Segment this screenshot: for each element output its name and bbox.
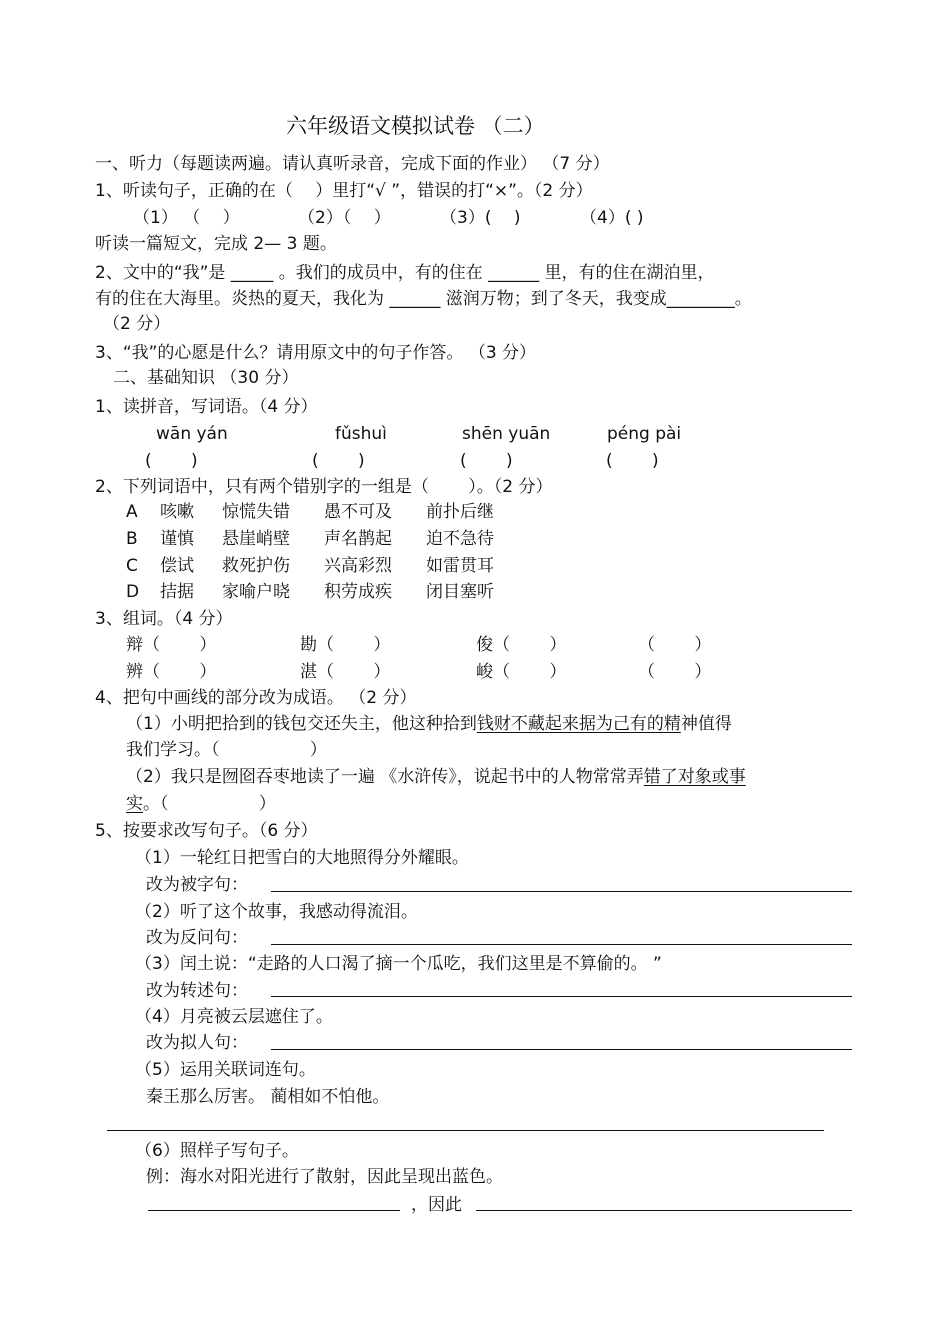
s1-q3: 3、“我”的心愿是什么？请用原文中的句子作答。 （3 分） xyxy=(95,343,537,363)
s2-q5-3-req: 改为转述句： xyxy=(146,981,248,1001)
word-blank: （ ） xyxy=(638,635,712,655)
option-word: 声名鹊起 xyxy=(324,529,392,549)
option-word: 愚不可及 xyxy=(324,502,392,522)
s2-q5-5-sentences: 秦王那么厉害。 蔺相如不怕他。 xyxy=(146,1087,390,1107)
s1-q1-opt1: （1） （ ） xyxy=(133,208,240,228)
pinyin-1: wān yán xyxy=(156,424,228,444)
s2-q5-6-connector: ，因此 xyxy=(411,1195,462,1215)
s2-q5-6-example: 例：海水对阳光进行了散射，因此呈现出蓝色。 xyxy=(146,1167,503,1187)
option-word: 兴高彩烈 xyxy=(324,556,392,576)
option-word: 闭目塞听 xyxy=(426,582,494,602)
s1-q2-line1: 2、文中的“我”是 _____ 。我们的成员中，有的住在 ______ 里，有的住在湖泊里， xyxy=(95,263,715,283)
option-letter: A xyxy=(126,502,138,522)
option-word: 前扑后继 xyxy=(426,502,494,522)
word-blank: 勘（ ） xyxy=(300,635,391,655)
pinyin-3: shēn yuān xyxy=(462,424,551,444)
s2-q4-2-line1 xyxy=(126,766,746,788)
s2-q4: 4、把句中画线的部分改为成语。 （2 分） xyxy=(95,688,417,708)
pinyin-2: fǔshuì xyxy=(335,424,387,444)
option-word: 迫不急待 xyxy=(426,529,494,549)
s1-q1-opt4: （4）( ) xyxy=(580,208,644,228)
answer-line[interactable] xyxy=(148,1210,400,1211)
s2-q5-4: （4）月亮被云层遮住了。 xyxy=(135,1007,333,1027)
s2-q2: 2、下列词语中，只有两个错别字的一组是（ ）。（2 分） xyxy=(95,477,553,497)
q4-1-underlined: 钱财不藏起来据为己有的精 xyxy=(476,714,681,734)
page-title: 六年级语文模拟试卷 （二） xyxy=(286,114,545,138)
s2-q5-5: （5）运用关联词连句。 xyxy=(135,1060,316,1080)
q4-2-underlined: 错了对象或事 xyxy=(643,767,746,787)
option-word: 谨慎 xyxy=(160,529,194,549)
option-word: 咳嗽 xyxy=(160,502,194,522)
option-letter: C xyxy=(126,556,138,576)
s2-q5-1-req: 改为被字句： xyxy=(146,875,248,895)
option-word: 惊慌失错 xyxy=(222,502,290,522)
option-word: 拮据 xyxy=(160,582,194,602)
option-word: 家喻户晓 xyxy=(222,582,290,602)
option-word: 悬崖峭壁 xyxy=(222,529,290,549)
word-blank: 湛（ ） xyxy=(300,662,391,682)
s2-q5-2-req: 改为反问句： xyxy=(146,928,248,948)
answer-line[interactable] xyxy=(271,944,852,945)
word-blank: 辨（ ） xyxy=(126,662,217,682)
option-word: 积劳成疾 xyxy=(324,582,392,602)
q4-2-underlined-end: 实 xyxy=(126,794,143,814)
s1-q1-opt3: （3）( ) xyxy=(440,208,521,228)
s1-q1: 1、听读句子，正确的在（ ）里打“√ ”，错误的打“×”。（2 分） xyxy=(95,181,593,201)
s2-q5-6: （6）照样子写句子。 xyxy=(135,1141,299,1161)
q4-1-text-b: 神值得 xyxy=(680,714,732,734)
s1-intro: 听读一篇短文，完成 2— 3 题。 xyxy=(95,234,337,254)
s2-q5-4-req: 改为拟人句： xyxy=(146,1033,248,1053)
q4-1-text-a: （1）小明把拾到的钱包交还失主，他这种拾到 xyxy=(126,714,477,734)
section1-heading: 一、听力（每题读两遍。请认真听录音，完成下面的作业） （7 分） xyxy=(95,154,610,174)
s2-q4-1-line2: 我们学习。（ ） xyxy=(126,740,327,760)
s1-q2-line3: （2 分） xyxy=(103,314,171,334)
option-word: 如雷贯耳 xyxy=(426,556,494,576)
s1-q1-opt2: （2）（ ） xyxy=(298,208,391,228)
s2-q5: 5、按要求改写句子。（6 分） xyxy=(95,821,318,841)
option-letter: B xyxy=(126,529,138,549)
option-letter: D xyxy=(126,582,140,602)
word-blank: 峻（ ） xyxy=(476,662,567,682)
option-word: 偿试 xyxy=(160,556,194,576)
answer-line[interactable] xyxy=(271,891,852,892)
s2-q5-2: （2）听了这个故事，我感动得流泪。 xyxy=(135,902,418,922)
s1-q2-line2: 有的住在大海里。炎热的夏天，我化为 ______ 滋润万物；到了冬天，我变成________。 xyxy=(95,289,752,309)
pinyin-blank-3: ( ) xyxy=(460,451,513,471)
option-word: 救死护伤 xyxy=(222,556,290,576)
section2-heading: 二、基础知识 （30 分） xyxy=(113,368,299,388)
s2-q4-1-line1 xyxy=(126,713,732,735)
s2-q5-3: （3）闰土说：“走路的人口渴了摘一个瓜吃，我们这里是不算偷的。 ” xyxy=(135,954,662,974)
answer-line[interactable] xyxy=(476,1210,852,1211)
s2-q1: 1、读拼音，写词语。（4 分） xyxy=(95,397,318,417)
word-blank: 辩（ ） xyxy=(126,635,217,655)
pinyin-blank-1: ( ) xyxy=(145,451,198,471)
q4-2-text-c: 。（ ） xyxy=(143,794,276,814)
q4-2-text-a: （2）我只是囫囵吞枣地读了一遍 《水浒传》，说起书中的人物常常弄 xyxy=(126,767,644,787)
pinyin-blank-4: ( ) xyxy=(606,451,659,471)
s2-q3: 3、组词。（4 分） xyxy=(95,609,233,629)
answer-line[interactable] xyxy=(271,996,852,997)
answer-line[interactable] xyxy=(107,1130,824,1131)
s2-q4-2-line2 xyxy=(126,793,276,815)
word-blank: 俊（ ） xyxy=(476,635,567,655)
s2-q5-1: （1）一轮红日把雪白的大地照得分外耀眼。 xyxy=(135,848,469,868)
pinyin-blank-2: ( ) xyxy=(312,451,365,471)
pinyin-4: péng pài xyxy=(607,424,682,444)
word-blank: （ ） xyxy=(638,662,712,682)
answer-line[interactable] xyxy=(271,1049,852,1050)
